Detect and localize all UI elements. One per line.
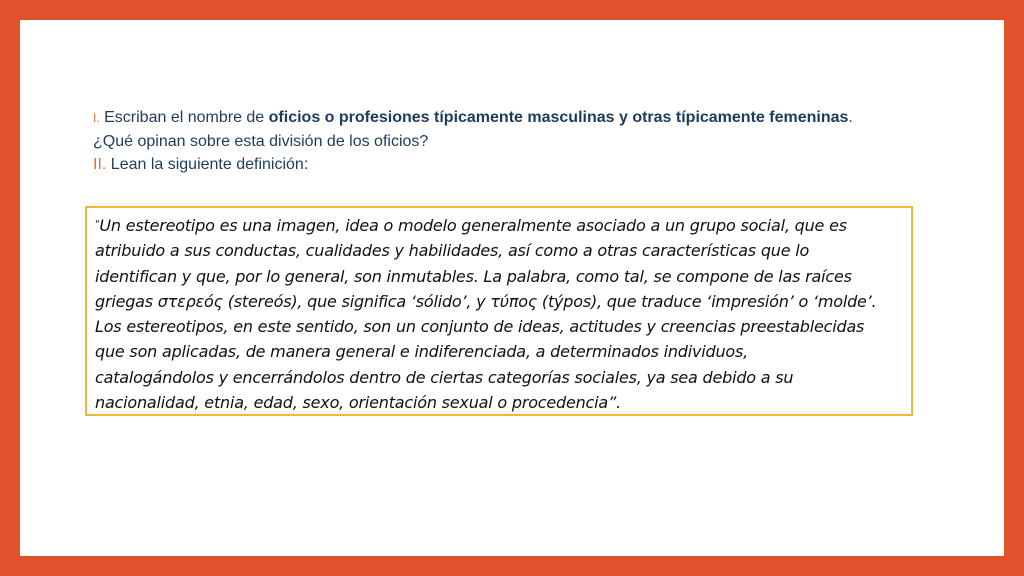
definition-box [85,206,913,416]
definition-line: identifican y que, por lo general, son inmutables. La palabra, como tal, se compone de las raíces [95,266,852,286]
instruction-2-text: Lean la siguiente definición: [106,156,309,173]
definition-line: catalogándolos y encerrándolos dentro de ciertas categorías sociales, ya sea debido a su [95,367,794,387]
instruction-1-number: I. [93,111,100,125]
definition-line [95,213,903,238]
instruction-2-number: II. [93,156,107,173]
instruction-1-emphasis: oficios o profesiones típicamente masculinas y otras típicamente femeninas [268,109,849,126]
definition-line: griegas στερεός (stereós), que significa ‘sólido’, y τύπος (týpos), que traduce ‘impresión’ o ‘molde’. [95,291,877,311]
instruction-item-1 [93,106,973,130]
definition-line-text: Un estereotipo es una imagen, idea o modelo generalmente asociado a un grupo social, que es [99,216,847,235]
instructions-block [93,106,973,176]
definition-line: que son aplicadas, de manera general e indiferenciada, a determinados individuos, [95,342,749,362]
instruction-item-2 [93,153,973,176]
instruction-1-question: ¿Qué opinan sobre esta división de los oficios? [93,133,429,150]
definition-line: atribuido a sus conductas, cualidades y habilidades, así como a otras características que lo [95,241,810,261]
opening-quote-mark: " [95,219,100,230]
instruction-1-prefix: Escriban el nombre de [99,109,269,126]
instruction-1-suffix: . [848,109,853,126]
definition-line: Los estereotipos, en este sentido, son un conjunto de ideas, actitudes y creencias preestablecidas [95,317,865,337]
definition-line: nacionalidad, etnia, edad, sexo, orientación sexual o procedencia”. [95,393,621,413]
definition-quote [95,213,903,415]
